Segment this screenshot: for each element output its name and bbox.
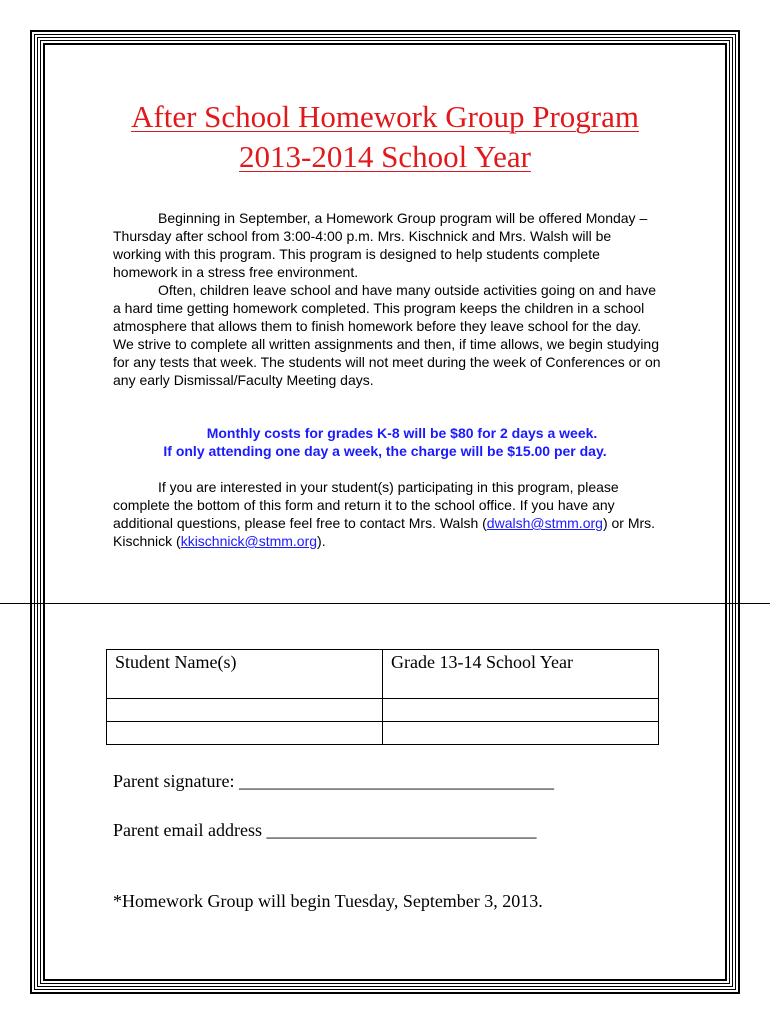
grade-header: Grade 13-14 School Year — [383, 650, 659, 699]
table-row — [107, 699, 659, 722]
intro-paragraph-1 — [113, 209, 661, 281]
monthly-cost-text: Monthly costs for grades K-8 will be $80 for 2 days a week. — [206, 425, 598, 441]
intro-paragraph-2 — [113, 281, 661, 389]
contact-paragraph — [113, 478, 661, 550]
start-date-note: *Homework Group will begin Tuesday, September 3, 2013. — [113, 891, 543, 911]
contact-text-middle: ) or Mrs. Kischnick ( — [113, 515, 656, 549]
walsh-email-link[interactable]: dwalsh@stmm.org — [486, 515, 603, 531]
student-name-header: Student Name(s) — [107, 650, 383, 699]
grade-cell[interactable] — [383, 722, 659, 745]
contact-text — [113, 478, 661, 550]
contact-text-after: ). — [317, 533, 326, 549]
parent-email-line[interactable]: Parent email address ______________________________ — [113, 820, 537, 840]
table-row — [107, 722, 659, 745]
cut-line-divider — [0, 603, 770, 604]
student-name-cell[interactable] — [107, 722, 383, 745]
contact-text-before: If you are interested in your student(s) participating in this program, please complete the bottom of this form and return it to the school office. If you have any additional questions, please feel free to contact Mrs. Walsh ( — [113, 479, 619, 531]
kischnick-email-link[interactable]: kkischnick@stmm.org — [180, 533, 318, 549]
intro-text-2: Often, children leave school and have many outside activities going on and have a hard time getting homework completed. This program keeps the children in a school atmosphere that allows them to finish homework before they leave school for the day. We strive to complete all written assignments and then, if time allows, we begin studying for any tests that week. The students will not meet during the week of Conferences or on any early Dismissal/Faculty Meeting days. — [113, 282, 661, 388]
student-table-header-row — [107, 650, 659, 699]
page-title: After School Homework Group Program — [131, 99, 639, 134]
grade-cell[interactable] — [383, 699, 659, 722]
page-subtitle: 2013-2014 School Year — [239, 139, 531, 174]
daily-cost-text: If only attending one day a week, the charge will be $15.00 per day. — [163, 443, 607, 459]
parent-signature-line[interactable]: Parent signature: ___________________________________ — [113, 771, 554, 791]
student-table — [106, 649, 659, 745]
student-name-cell[interactable] — [107, 699, 383, 722]
intro-text-1: Beginning in September, a Homework Group program will be offered Monday – Thursday after school from 3:00-4:00 p.m. Mrs. Kischnick and Mrs. Walsh will be working with this program. This program is designed to help students complete homework in a stress free environment. — [113, 210, 648, 280]
